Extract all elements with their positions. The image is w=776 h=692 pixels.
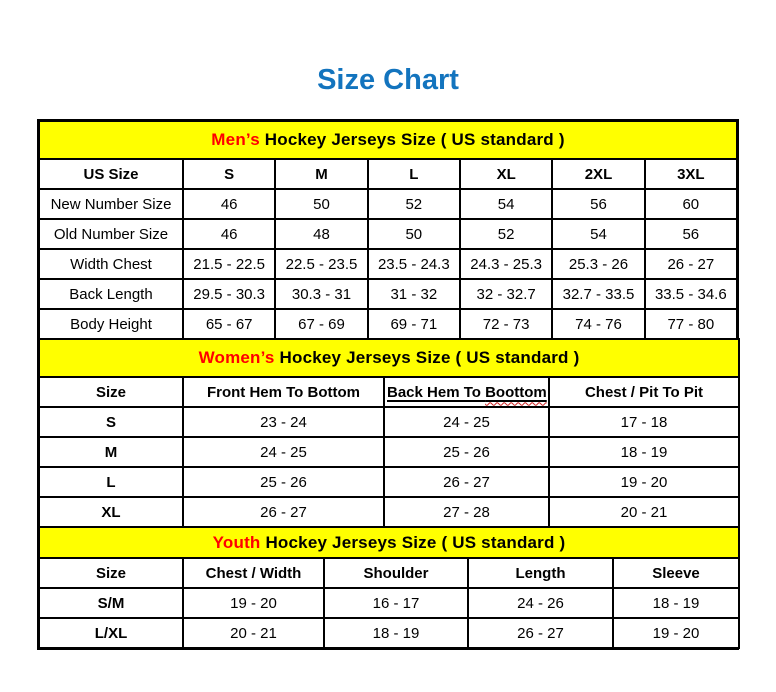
column-header: L xyxy=(368,159,460,189)
cell: 25 - 26 xyxy=(183,467,384,497)
cell: 32.7 - 33.5 xyxy=(552,279,644,309)
youth-size-table xyxy=(38,526,740,649)
misspelled-word: Boottom xyxy=(485,383,547,401)
cell: 19 - 20 xyxy=(183,588,324,618)
cell: 18 - 19 xyxy=(613,588,739,618)
cell: 33.5 - 34.6 xyxy=(645,279,737,309)
column-header xyxy=(384,377,549,407)
column-header: 2XL xyxy=(552,159,644,189)
table-row xyxy=(39,497,739,527)
cell: 69 - 71 xyxy=(368,309,460,339)
cell: 50 xyxy=(275,189,367,219)
cell: 30.3 - 31 xyxy=(275,279,367,309)
cell: 16 - 17 xyxy=(324,588,468,618)
table-row xyxy=(39,618,739,648)
row-label: M xyxy=(39,437,183,467)
column-header: Sleeve xyxy=(613,558,739,588)
mens-title-rest: Hockey Jerseys Size ( US standard ) xyxy=(259,130,565,149)
column-header: 3XL xyxy=(645,159,737,189)
youth-section-title xyxy=(39,527,739,558)
row-label: XL xyxy=(39,497,183,527)
mens-section-title-row xyxy=(39,121,737,159)
table-row xyxy=(39,219,737,249)
row-label: New Number Size xyxy=(39,189,183,219)
cell: 48 xyxy=(275,219,367,249)
cell: 25.3 - 26 xyxy=(552,249,644,279)
column-header: XL xyxy=(460,159,552,189)
cell: 22.5 - 23.5 xyxy=(275,249,367,279)
column-header: Shoulder xyxy=(324,558,468,588)
cell: 24 - 26 xyxy=(468,588,613,618)
row-label: S xyxy=(39,407,183,437)
back-hem-prefix: Back Hem To xyxy=(387,383,486,401)
cell: 26 - 27 xyxy=(183,497,384,527)
table-row xyxy=(39,467,739,497)
table-row xyxy=(39,279,737,309)
mens-title-accent: Men’s xyxy=(211,130,260,149)
cell: 46 xyxy=(183,219,275,249)
womens-section-title xyxy=(39,339,739,377)
womens-title-rest: Hockey Jerseys Size ( US standard ) xyxy=(274,348,580,367)
womens-section-title-row xyxy=(39,339,739,377)
row-label: Width Chest xyxy=(39,249,183,279)
cell: 25 - 26 xyxy=(384,437,549,467)
cell: 46 xyxy=(183,189,275,219)
cell: 17 - 18 xyxy=(549,407,739,437)
row-label: L/XL xyxy=(39,618,183,648)
cell: 23.5 - 24.3 xyxy=(368,249,460,279)
cell: 24 - 25 xyxy=(384,407,549,437)
cell: 56 xyxy=(645,219,737,249)
cell: 20 - 21 xyxy=(183,618,324,648)
mens-size-table xyxy=(38,120,738,340)
cell: 18 - 19 xyxy=(549,437,739,467)
youth-header-row xyxy=(39,558,739,588)
column-header: Front Hem To Bottom xyxy=(183,377,384,407)
cell: 54 xyxy=(552,219,644,249)
row-label: Old Number Size xyxy=(39,219,183,249)
womens-title-accent: Women’s xyxy=(198,348,275,367)
row-label: L xyxy=(39,467,183,497)
column-header: S xyxy=(183,159,275,189)
cell: 74 - 76 xyxy=(552,309,644,339)
cell: 24.3 - 25.3 xyxy=(460,249,552,279)
cell: 26 - 27 xyxy=(384,467,549,497)
cell: 21.5 - 22.5 xyxy=(183,249,275,279)
cell: 20 - 21 xyxy=(549,497,739,527)
table-row xyxy=(39,407,739,437)
cell: 54 xyxy=(460,189,552,219)
size-chart-container xyxy=(37,119,739,650)
cell: 50 xyxy=(368,219,460,249)
table-row xyxy=(39,309,737,339)
column-header: Length xyxy=(468,558,613,588)
cell: 26 - 27 xyxy=(468,618,613,648)
womens-header-row xyxy=(39,377,739,407)
youth-title-accent: Youth xyxy=(212,532,261,552)
column-header: Chest / Pit To Pit xyxy=(549,377,739,407)
table-row xyxy=(39,437,739,467)
table-row xyxy=(39,189,737,219)
cell: 24 - 25 xyxy=(183,437,384,467)
cell: 60 xyxy=(645,189,737,219)
cell: 23 - 24 xyxy=(183,407,384,437)
cell: 31 - 32 xyxy=(368,279,460,309)
cell: 52 xyxy=(368,189,460,219)
cell: 19 - 20 xyxy=(613,618,739,648)
youth-title-rest: Hockey Jerseys Size ( US standard ) xyxy=(260,532,566,552)
row-label: Body Height xyxy=(39,309,183,339)
cell: 18 - 19 xyxy=(324,618,468,648)
mens-header-row xyxy=(39,159,737,189)
page-title: Size Chart xyxy=(317,64,459,96)
cell: 65 - 67 xyxy=(183,309,275,339)
cell: 19 - 20 xyxy=(549,467,739,497)
table-row xyxy=(39,588,739,618)
column-header: US Size xyxy=(39,159,183,189)
row-label: S/M xyxy=(39,588,183,618)
column-header: Size xyxy=(39,377,183,407)
cell: 26 - 27 xyxy=(645,249,737,279)
cell: 29.5 - 30.3 xyxy=(183,279,275,309)
mens-section-title xyxy=(39,121,737,159)
row-label: Back Length xyxy=(39,279,183,309)
youth-section-title-row xyxy=(39,527,739,558)
column-header: Chest / Width xyxy=(183,558,324,588)
womens-size-table xyxy=(38,338,740,528)
cell: 27 - 28 xyxy=(384,497,549,527)
cell: 56 xyxy=(552,189,644,219)
cell: 77 - 80 xyxy=(645,309,737,339)
cell: 72 - 73 xyxy=(460,309,552,339)
column-header: M xyxy=(275,159,367,189)
cell: 32 - 32.7 xyxy=(460,279,552,309)
table-row xyxy=(39,249,737,279)
cell: 52 xyxy=(460,219,552,249)
cell: 67 - 69 xyxy=(275,309,367,339)
column-header: Size xyxy=(39,558,183,588)
back-hem-header xyxy=(387,384,547,401)
